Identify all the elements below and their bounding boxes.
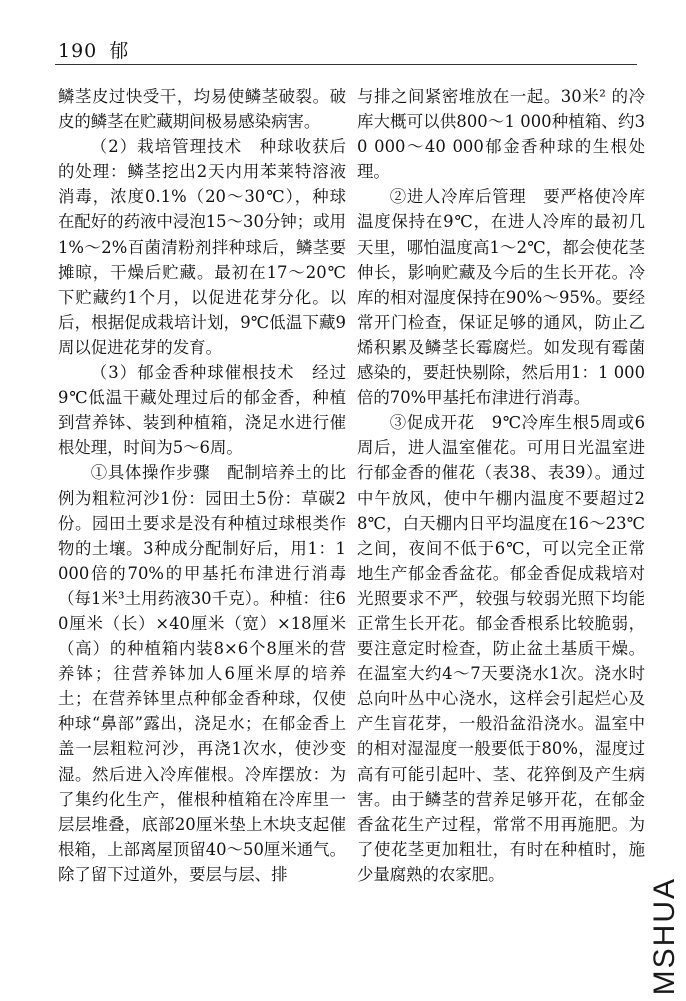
paragraph: ①具体操作步骤 配制培养土的比例为粗粒河沙1份：园田土5份：草碳2份。园田土要求是没有种植过球根类作物的土壤。3种成分配制好后，用1：1 000倍的70%的甲基托布津进行消毒（每1米³土用药液30千克）。种植：往60厘米（长）×40厘米（宽）×18厘米（高）的种植箱内装8×6个8厘米的营养钵；往营养钵加人6厘米厚的培养土；在营养钵里点种郁金香种球，仅使种球“鼻部”露出，浇足水；在郁金香上盖一层粗粒河沙，再浇1次水，使沙变湿。然后进入冷库催根。冷库摆放：为了集约化生产，催根种植箱在冷库里一层层堆叠，底部20厘米垫上木块支起催根箱，上部离屋顶留40～50厘米通气。除了留下过道外，要层与层、排 xyxy=(58,463,346,884)
paragraph: （2）栽培管理技术 种球收获后的处理：鳞茎挖出2天内用苯莱特溶液消毒，浓度0.1%（20～30℃），种球在配好的药液中浸泡15～30分钟；或用1%～2%百菌清粉剂拌种球后，鳞茎要摊晾，干燥后贮藏。最初在17～20℃下贮藏约1个月，以促进花芽分化。以后，根据促成栽培计划，9℃低温下藏9周以促进花芽的发育。 xyxy=(58,137,346,357)
paragraph: ②进人冷库后管理 要严格使冷库温度保持在9℃，在进人冷库的最初几天里，哪怕温度高1～2℃，都会使花茎伸长，影响贮藏及今后的生长开花。冷库的相对湿度保持在90%～95%。要经常开门检查，保证足够的通风，防止乙烯积累及鳞茎长霉腐烂。如发现有霉菌感染的，要赶快剔除，然后用1：1 000倍的70%甲基托布津进行消毒。 xyxy=(357,187,645,408)
left-column xyxy=(58,84,346,887)
page-header xyxy=(58,36,129,63)
right-column xyxy=(357,84,645,887)
running-title: 郁 xyxy=(109,40,130,62)
page-number: 190 xyxy=(58,40,98,62)
paragraph: 与排之间紧密堆放在一起。30米² 的冷库大概可以供800～1 000种植箱、约30 000～40 000郁金香种球的生根处理。 xyxy=(357,87,645,182)
paragraph: 鳞茎皮过快受干，均易使鳞茎破裂。破皮的鳞茎在贮藏期间极易感染病害。 xyxy=(58,87,346,132)
watermark: MSHUA xyxy=(648,876,681,995)
paragraph: （3）郁金香种球催根技术 经过9℃低温干藏处理过后的郁金香，种植到营养钵、装到种植箱，浇足水进行催根处理，时间为5～6周。 xyxy=(58,363,346,458)
paragraph: ③促成开花 9℃冷库生根5周或6周后，进人温室催花。可用日光温室进行郁金香的催花（表38、表39）。通过中午放风，使中午棚内温度不要超过28℃，白天棚内日平均温度在16～23℃之间，夜间不低于6℃，可以完全正常地生产郁金香盆花。郁金香促成栽培对光照要求不严，较强与较弱光照下均能正常生长开花。郁金香根系比较脆弱，要注意定时检查，防止盆土基质干燥。在温室大约4～7天要浇水1次。浇水时总向叶丛中心浇水，这样会引起烂心及产生盲花芽，一般沿盆沿浇水。温室中的相对湿湿度一般要低于80%，湿度过高有可能引起叶、茎、花猝倒及产生病害。由于鳞茎的营养足够开花，在郁金香盆花生产过程，常常不用再施肥。为了使花茎更加粗壮，有时在种植时，施少量腐熟的农家肥。 xyxy=(357,413,645,884)
header-rule xyxy=(55,64,637,65)
